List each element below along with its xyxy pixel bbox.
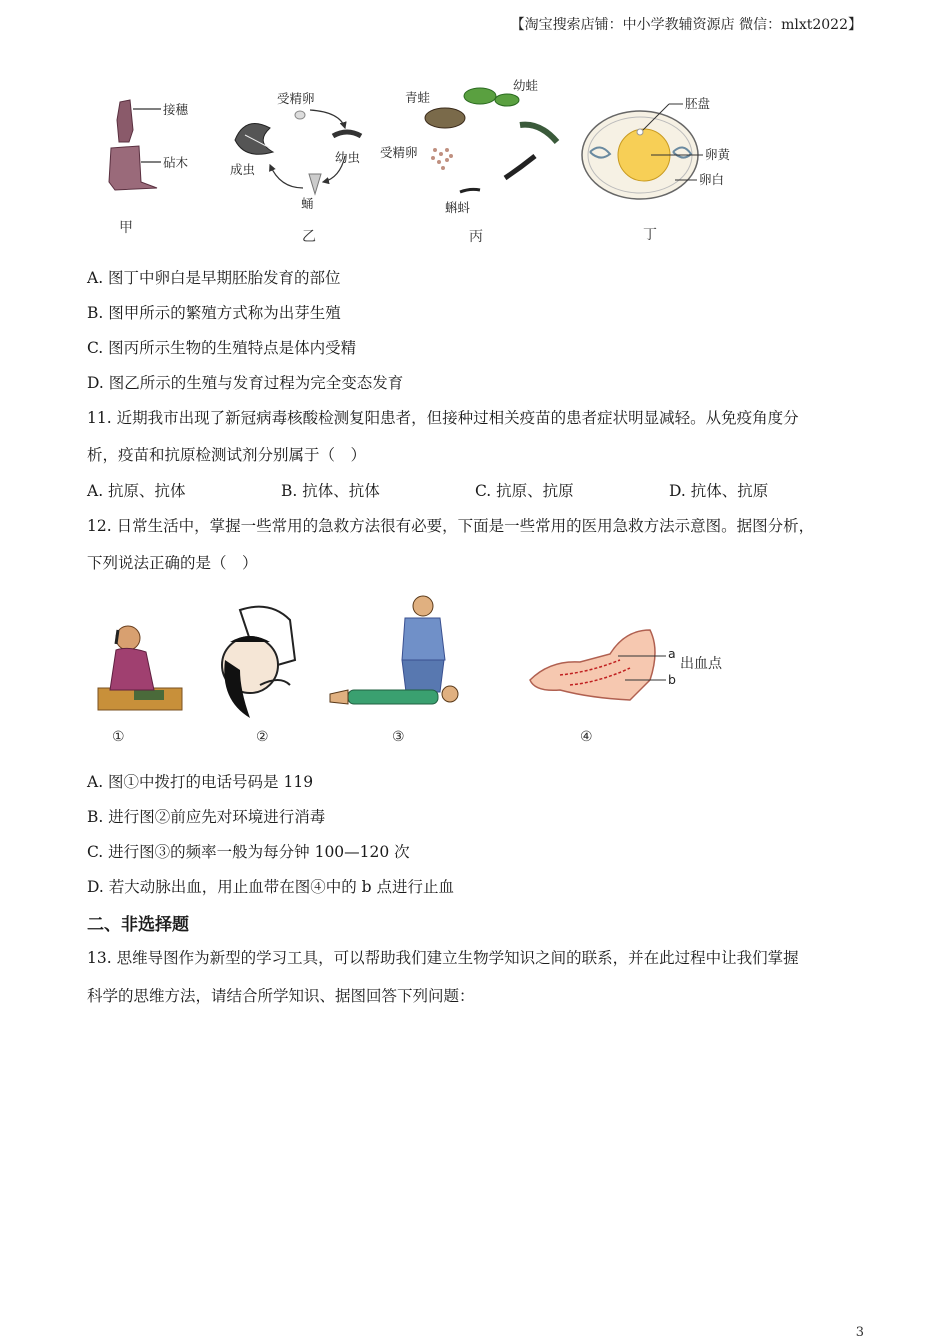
q10-option-d: D. 图乙所示的生殖与发育过程为完全变态发育 (87, 374, 404, 392)
figure-yi-butterfly-cycle (230, 91, 361, 211)
figure-q12 (90, 590, 750, 730)
figure-label-yi: 乙 (302, 229, 316, 245)
label-young-frog: 幼蛙 (513, 78, 539, 93)
figure-label-3: ③ (392, 729, 405, 745)
q12-option-d: D. 若大动脉出血，用止血带在图④中的 b 点进行止血 (87, 878, 455, 896)
section-title: 二、非选择题 (87, 915, 189, 935)
figure-ding-bird-egg (582, 96, 731, 199)
label-pupa: 蛹 (301, 196, 314, 211)
figure-label-1: ① (112, 729, 125, 745)
page-header: 【淘宝搜索店铺：中小学教辅资源店 微信：mlxt2022】 (510, 17, 862, 33)
figure-label-2: ② (256, 729, 269, 745)
q12-option-a: A. 图①中拨打的电话号码是 119 (87, 773, 314, 791)
q12-option-c: C. 进行图③的频率一般为每分钟 100—120 次 (87, 843, 410, 861)
label-bleed-point: 出血点 (680, 656, 722, 672)
figure-label-jia: 甲 (119, 220, 133, 236)
q11-options (87, 479, 867, 501)
label-arm-a: a (668, 646, 676, 661)
label-adult: 成虫 (230, 162, 256, 177)
q13-stem-line1: 13. 思维导图作为新型的学习工具，可以帮助我们建立生物学知识之间的联系，并在此过程中让我们掌握 (87, 949, 799, 967)
figure-heimlich (222, 607, 295, 718)
q10-option-c: C. 图丙所示生物的生殖特点是体内受精 (87, 339, 357, 357)
label-yolk: 卵黄 (705, 147, 731, 162)
q12-option-b: B. 进行图②前应先对环境进行消毒 (87, 808, 326, 826)
figure-label-bing: 丙 (469, 229, 483, 245)
label-rootstock: 砧木 (163, 155, 189, 170)
figure-label-4: ④ (580, 729, 593, 745)
q12-stem-line1: 12. 日常生活中，掌握一些常用的急救方法很有必要，下面是一些常用的医用急救方法示意图。据图分析， (87, 517, 815, 535)
q11-option-a: A. 抗原、抗体 (87, 482, 186, 500)
label-frog-egg: 受精卵 (380, 145, 418, 160)
figure-arm-bleeding (530, 630, 723, 700)
q11-option-d: D. 抗体、抗原 (669, 482, 769, 500)
figure-phone-call (98, 626, 182, 710)
page-number: 3 (855, 1325, 864, 1340)
q11-stem-line2: 析，疫苗和抗原检测试剂分别属于（ ） (87, 446, 367, 464)
label-larva: 幼虫 (335, 150, 361, 165)
q10-option-a: A. 图丁中卵白是早期胚胎发育的部位 (87, 269, 341, 287)
label-tadpole: 蝌蚪 (445, 200, 471, 215)
label-albumen: 卵白 (699, 172, 725, 187)
label-scion: 接穗 (163, 102, 189, 117)
q10-option-b: B. 图甲所示的繁殖方式称为出芽生殖 (87, 304, 341, 322)
figure-q10 (95, 70, 775, 245)
label-arm-b: b (668, 672, 676, 687)
label-frog: 青蛙 (405, 90, 431, 105)
q13-stem-line2: 科学的思维方法，请结合所学知识、据图回答下列问题： (87, 987, 475, 1005)
figure-bing-frog-cycle (380, 78, 557, 215)
figure-label-ding: 丁 (643, 227, 657, 243)
q11-option-b: B. 抗体、抗体 (281, 482, 380, 500)
q11-option-c: C. 抗原、抗原 (475, 482, 574, 500)
figure-cpr (330, 596, 458, 704)
q11-stem-line1: 11. 近期我市出现了新冠病毒核酸检测复阳患者，但接种过相关疫苗的患者症状明显减轻。从免疫角度分 (87, 409, 799, 427)
label-germinal-disc: 胚盘 (685, 96, 711, 111)
label-fertilized-egg: 受精卵 (277, 91, 315, 106)
figure-jia-grafting (109, 100, 189, 190)
q12-stem-line2: 下列说法正确的是（ ） (87, 554, 258, 572)
